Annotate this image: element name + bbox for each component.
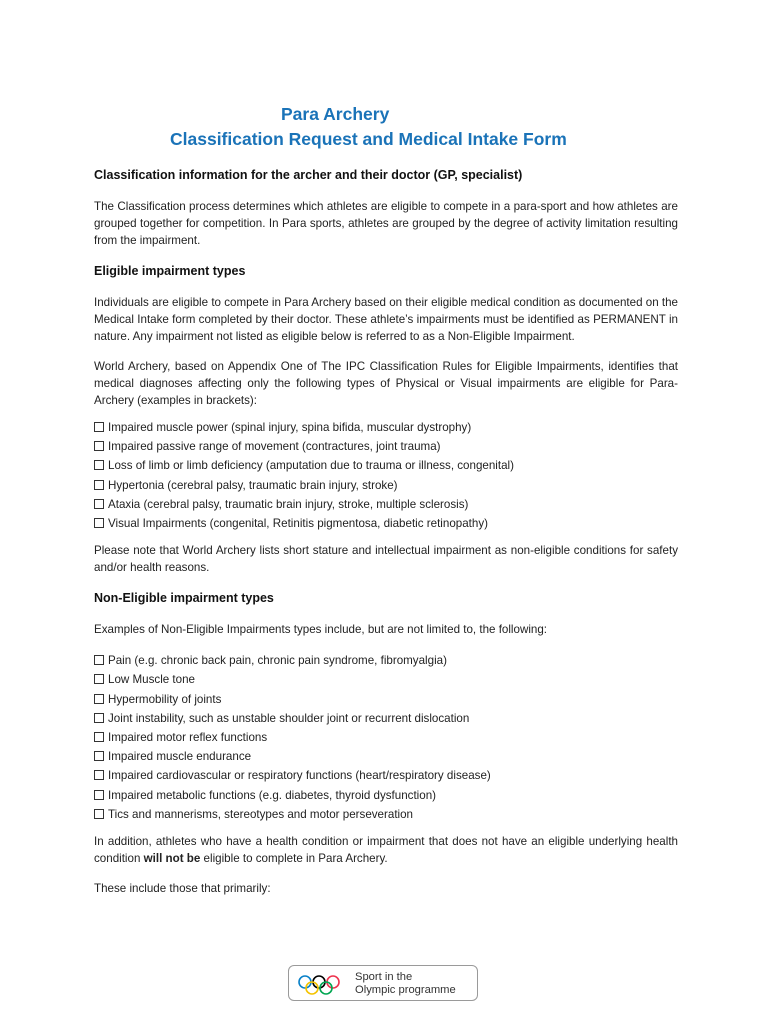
- logo-text-line-1: Sport in the: [355, 971, 413, 983]
- list-item: Impaired metabolic functions (e.g. diabetes, thyroid dysfunction): [94, 786, 678, 805]
- document-body: [94, 166, 678, 897]
- olympic-programme-logo: [288, 965, 478, 1001]
- eligible-paragraph-1: Individuals are eligible to compete in Para Archery based on their eligible medical condition as documented on the Medical Intake form completed by their doctor. These athlete’s impairments must be identified as PERMANENT in nature. Any impairment not listed as eligible below is referred to as a Non-Eligible Impairment.: [94, 296, 678, 343]
- eligible-list: [94, 418, 678, 533]
- eligible-paragraph-2: World Archery, based on Appendix One of The IPC Classification Rules for Eligible Impairments, identifies that medical diagnoses affecting only the following types of Physical or Visual impairments are eligible for Para-Archery (examples in brackets):: [94, 360, 678, 407]
- list-item: Impaired muscle endurance: [94, 747, 678, 766]
- logo-text: [355, 971, 456, 997]
- checkbox[interactable]: [94, 732, 104, 742]
- checkbox[interactable]: [94, 751, 104, 761]
- list-item: Ataxia (cerebral palsy, traumatic brain injury, stroke, multiple sclerosis): [94, 495, 678, 514]
- noneligible-closing: These include those that primarily:: [94, 882, 271, 896]
- checkbox[interactable]: [94, 460, 104, 470]
- list-item: Joint instability, such as unstable shoulder joint or recurrent dislocation: [94, 709, 678, 728]
- list-item: Impaired motor reflex functions: [94, 728, 678, 747]
- list-item: Impaired cardiovascular or respiratory functions (heart/respiratory disease): [94, 766, 678, 785]
- checkbox[interactable]: [94, 770, 104, 780]
- checkbox[interactable]: [94, 441, 104, 451]
- intro-heading: Classification information for the archer and their doctor (GP, specialist): [94, 168, 523, 182]
- noneligible-addition: In addition, athletes who have a health condition or impairment that does not have an eligible underlying health condition will not be eligible to complete in Para Archery.: [94, 835, 678, 866]
- list-item: Low Muscle tone: [94, 670, 678, 689]
- emphasis-will-not-be: will not be: [143, 852, 201, 866]
- eligible-heading: Eligible impairment types: [94, 264, 246, 278]
- checkbox[interactable]: [94, 809, 104, 819]
- checkbox[interactable]: [94, 480, 104, 490]
- noneligible-list: [94, 651, 678, 824]
- noneligible-heading: Non-Eligible impairment types: [94, 591, 274, 606]
- checkbox[interactable]: [94, 694, 104, 704]
- list-item: Impaired passive range of movement (contractures, joint trauma): [94, 437, 678, 456]
- title-line-1: Para Archery: [281, 104, 390, 124]
- eligible-note: Please note that World Archery lists short stature and intellectual impairment as non-eligible conditions for safety and/or health reasons.: [94, 544, 678, 575]
- checkbox[interactable]: [94, 518, 104, 528]
- noneligible-intro: Examples of Non-Eligible Impairments types include, but are not limited to, the following:: [94, 623, 548, 637]
- list-item: Loss of limb or limb deficiency (amputation due to trauma or illness, congenital): [94, 456, 678, 475]
- checkbox[interactable]: [94, 790, 104, 800]
- list-item: Impaired muscle power (spinal injury, spina bifida, muscular dystrophy): [94, 418, 678, 437]
- checkbox[interactable]: [94, 674, 104, 684]
- checkbox[interactable]: [94, 655, 104, 665]
- olympic-rings-icon: [297, 975, 351, 995]
- checkbox[interactable]: [94, 713, 104, 723]
- logo-text-line-2: Olympic programme: [355, 984, 456, 996]
- title-line-2: Classification Request and Medical Intake Form: [170, 129, 567, 149]
- list-item: Tics and mannerisms, stereotypes and motor perseveration: [94, 805, 678, 824]
- list-item: Visual Impairments (congenital, Retinitis pigmentosa, diabetic retinopathy): [94, 514, 678, 533]
- checkbox[interactable]: [94, 499, 104, 509]
- list-item: Pain (e.g. chronic back pain, chronic pain syndrome, fibromyalgia): [94, 651, 678, 670]
- list-item: Hypertonia (cerebral palsy, traumatic brain injury, stroke): [94, 476, 678, 495]
- list-item: Hypermobility of joints: [94, 690, 678, 709]
- intro-paragraph: The Classification process determines which athletes are eligible to compete in a para-sport and how athletes are grouped together for competition. In Para sports, athletes are grouped by the degree of activity limitation resulting from the impairment.: [94, 200, 678, 247]
- checkbox[interactable]: [94, 422, 104, 432]
